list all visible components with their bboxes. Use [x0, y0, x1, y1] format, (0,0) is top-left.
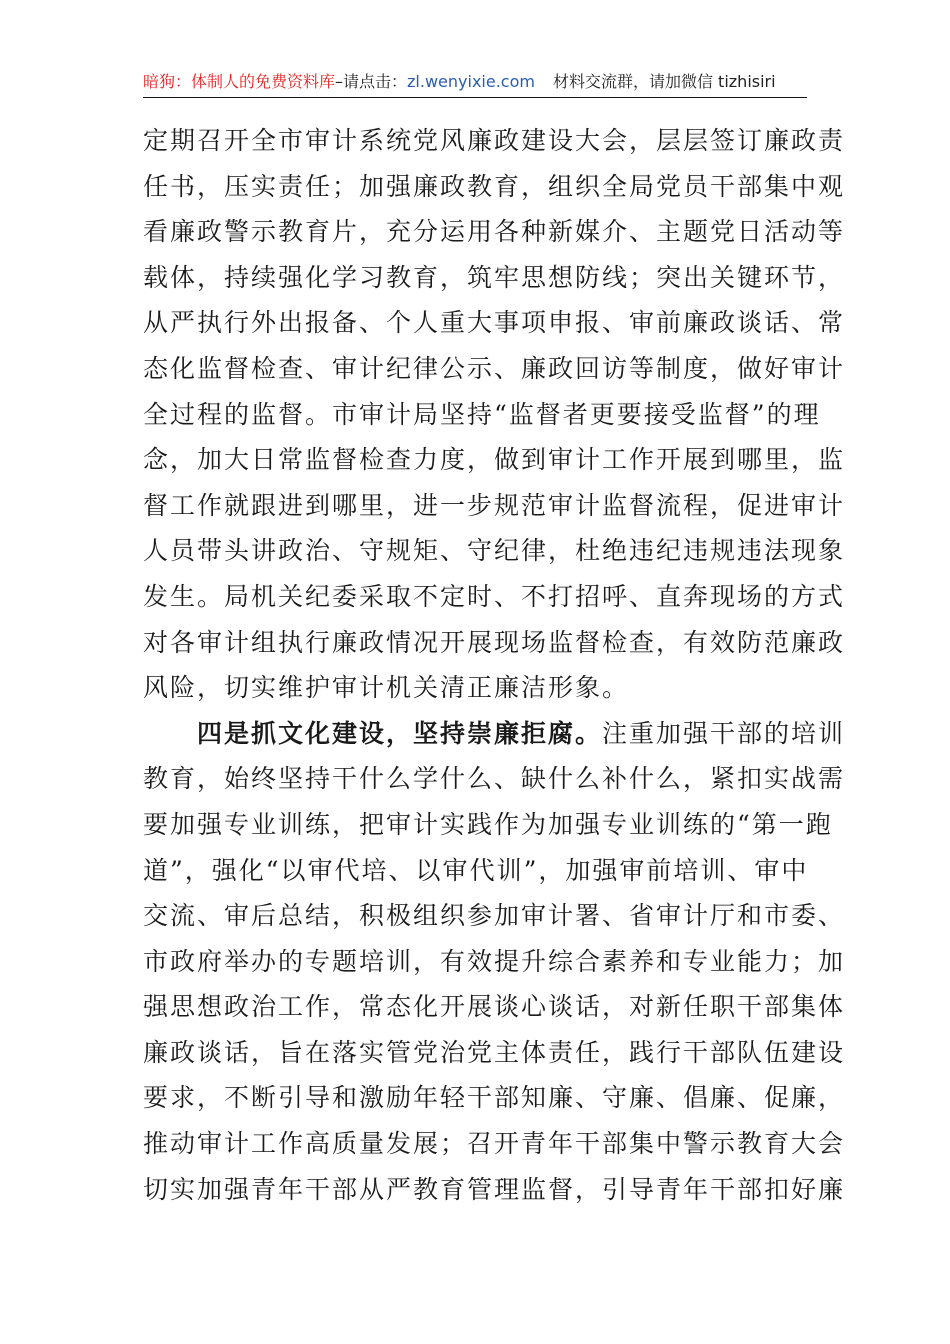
text-line: 切实加强青年干部从严教育管理监督，引导青年干部扣好廉: [143, 1174, 846, 1204]
paragraph-2-first-line: [143, 711, 846, 757]
text-line: 全过程的监督。市审计局坚持“监督者更要接受监督”的理: [143, 399, 821, 429]
text-line: 道”，强化“以审代培、以审代训”，加强审前培训、审中: [143, 855, 809, 885]
text-line: 要求，不断引导和激励年轻干部知廉、守廉、倡廉、促廉，: [143, 1083, 846, 1113]
text-line: 人员带头讲政治、守规矩、守纪律，杜绝违纪违规违法现象: [143, 536, 846, 566]
text-line: 督工作就跟进到哪里，进一步规范审计监督流程，促进审计: [143, 490, 846, 520]
text-line: 从严执行外出报备、个人重大事项申报、审前廉政谈话、常: [143, 308, 846, 338]
document-body: [143, 118, 846, 1212]
paragraph-2: [143, 711, 846, 1213]
text-line: 对各审计组执行廉政情况开展现场监督检查，有效防范廉政: [143, 627, 846, 657]
text-line: 风险，切实维护审计机关清正廉洁形象。: [143, 673, 630, 703]
paragraph-1: [143, 118, 846, 711]
header-site-name: 暗狗：体制人的免费资料库: [143, 72, 336, 91]
text-line: 定期召开全市审计系统党风廉政建设大会，层层签订廉政责: [143, 126, 846, 155]
text-line: 载体，持续强化学习教育，筑牢思想防线；突出关键环节，: [143, 262, 846, 292]
text-run: 注重加强干部的培训: [602, 718, 846, 748]
text-line: 市政府举办的专题培训，有效提升综合素养和专业能力；加: [143, 946, 846, 976]
text-line: 看廉政警示教育片，充分运用各种新媒介、主题党日活动等: [143, 217, 846, 247]
text-line: 交流、审后总结，积极组织参加审计署、省审计厅和市委、: [143, 901, 846, 931]
text-line: 发生。局机关纪委采取不定时、不打招呼、直奔现场的方式: [143, 581, 846, 611]
text-line: 要加强专业训练，把审计实践作为加强专业训练的“第一跑: [143, 809, 833, 839]
text-line: 念，加大日常监督检查力度，做到审计工作开展到哪里，监: [143, 445, 846, 475]
header-url-link[interactable]: zl.wenyixie.com: [407, 72, 535, 91]
text-line: 推动审计工作高质量发展；召开青年干部集中警示教育大会: [143, 1129, 846, 1159]
text-line: 强思想政治工作，常态化开展谈心谈话，对新任职干部集体: [143, 992, 846, 1022]
text-line: 教育，始终坚持干什么学什么、缺什么补什么，紧扣实战需: [143, 764, 846, 794]
document-header: [143, 68, 807, 96]
text-line: 态化监督检查、审计纪律公示、廉政回访等制度，做好审计: [143, 353, 846, 383]
header-divider: [143, 97, 807, 98]
header-wechat-note: 材料交流群，请加微信 tizhisiri: [552, 72, 776, 91]
header-click-prefix: –请点击：: [335, 72, 408, 91]
text-line: 任书，压实责任；加强廉政教育，组织全局党员干部集中观: [143, 171, 846, 201]
section-heading: 四是抓文化建设，坚持崇廉拒腐。: [197, 718, 603, 748]
text-line: 廉政谈话，旨在落实管党治党主体责任，践行干部队伍建设: [143, 1037, 846, 1067]
